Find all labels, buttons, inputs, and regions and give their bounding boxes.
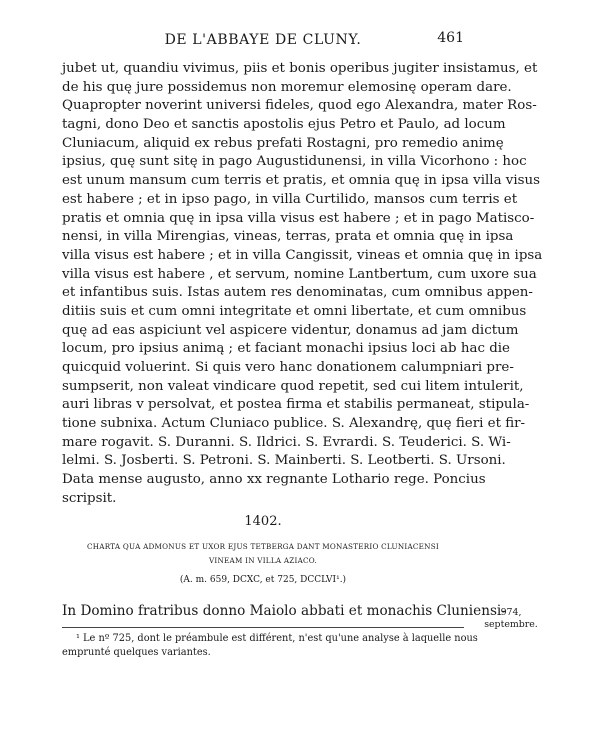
body-line: villa visus est habere ; et in villa Cangissit, vineas et omnia quę in ipsa xyxy=(62,247,543,263)
charter-number: 1402. xyxy=(244,514,282,529)
body-line: ditiis suis et cum omni integritate et omni libertate, et cum omnibus xyxy=(62,303,527,319)
body-line: Data mense augusto, anno xx regnante Lothario rege. Poncius xyxy=(62,472,486,488)
body-line: quicquid voluerint. Si quis vero hanc donationem calumpniari pre- xyxy=(62,360,514,375)
page-number: 461 xyxy=(437,30,464,46)
body-line: est habere ; et in ipso pago, in villa Curtilido, mansos cum terris et xyxy=(62,191,518,207)
charter-title xyxy=(62,540,464,568)
charter-title-line: VINEAM IN VILLA AZIACO. xyxy=(208,556,318,565)
body-line: de his quę jure possidemus non moremur elemosinę operam dare. xyxy=(62,79,512,95)
body-line: quę ad eas aspiciunt vel aspicere videntur, donamus ad jam dictum xyxy=(62,322,519,338)
body-line: nensi, in villa Mirengias, vineas, terras, prata et omnia quę in ipsa xyxy=(62,229,514,245)
body-line: lelmi. S. Josberti. S. Petroni. S. Mainberti. S. Leotberti. S. Ursoni. xyxy=(62,453,506,469)
body-line: villa visus est habere , et servum, nomine Lantbertum, cum uxore sua xyxy=(62,266,537,282)
body-line: tione subnixa. Actum Cluniaco publice. S. Alexandrę, quę fieri et fir- xyxy=(62,416,526,432)
running-head: DE L'ABBAYE DE CLUNY. xyxy=(164,32,362,48)
body-line: tagni, dono Deo et sanctis apostolis ejus Petro et Paulo, ad locum xyxy=(62,117,506,133)
body-line: Cluniacum, aliquid ex rebus prefati Rostagni, pro remedio animę xyxy=(62,135,504,151)
footnote-line: emprunté quelques variantes. xyxy=(62,647,211,658)
body-line: Quapropter noverint universi fideles, quod ego Alexandra, mater Ros- xyxy=(62,98,537,114)
body-line: est unum mansum cum terris et pratis, et omnia quę in ipsa villa visus xyxy=(62,173,541,189)
charter-references: (A. m. 659, DCXC, et 725, DCCLVI¹.) xyxy=(179,575,347,585)
charter-title-line: CHARTA QUA ADMONUS ET UXOR EJUS TETBERGA DANT MONASTERIO CLUNIACENSI xyxy=(87,542,439,551)
footnote-rule xyxy=(62,627,464,628)
margin-date-note xyxy=(476,607,546,631)
body-line: locum, pro ipsius animą ; et faciant monachi ipsius loci ab hac die xyxy=(62,341,510,357)
body-line: mare rogavit. S. Duranni. S. Ildrici. S. Evrardi. S. Teuderici. S. Wi- xyxy=(62,434,511,450)
body-line: pratis et omnia quę in ipsa villa visus est habere ; et in pago Matisco- xyxy=(62,210,535,226)
body-text xyxy=(62,60,543,509)
body-line: et infantibus suis. Istas autem res denominatas, cum omnibus appen- xyxy=(62,285,533,301)
body-line: sumpserit, non valeat vindicare quod repetit, sed cui litem intulerit, xyxy=(62,378,524,394)
body-line: ipsius, quę sunt sitę in pago Augustidunensi, in villa Vicorhono : hoc xyxy=(62,154,527,170)
page-header xyxy=(62,30,464,50)
margin-year: 974, xyxy=(500,607,522,618)
body-line: auri libras v persolvat, et postea firma et stabilis permaneat, stipula- xyxy=(62,397,530,413)
footnote-line: ¹ Le nº 725, dont le préambule est différent, n'est qu'une analyse à laquelle nous xyxy=(76,633,478,644)
body-line: scripsit. xyxy=(62,490,117,506)
footnote xyxy=(62,632,478,660)
charter-opening-line: In Domino fratribus donno Maiolo abbati et monachis Cluniensi- xyxy=(62,603,506,619)
margin-month: septembre. xyxy=(484,619,538,630)
body-line: jubet ut, quandiu vivimus, piis et bonis operibus jugiter insistamus, et xyxy=(62,61,538,76)
